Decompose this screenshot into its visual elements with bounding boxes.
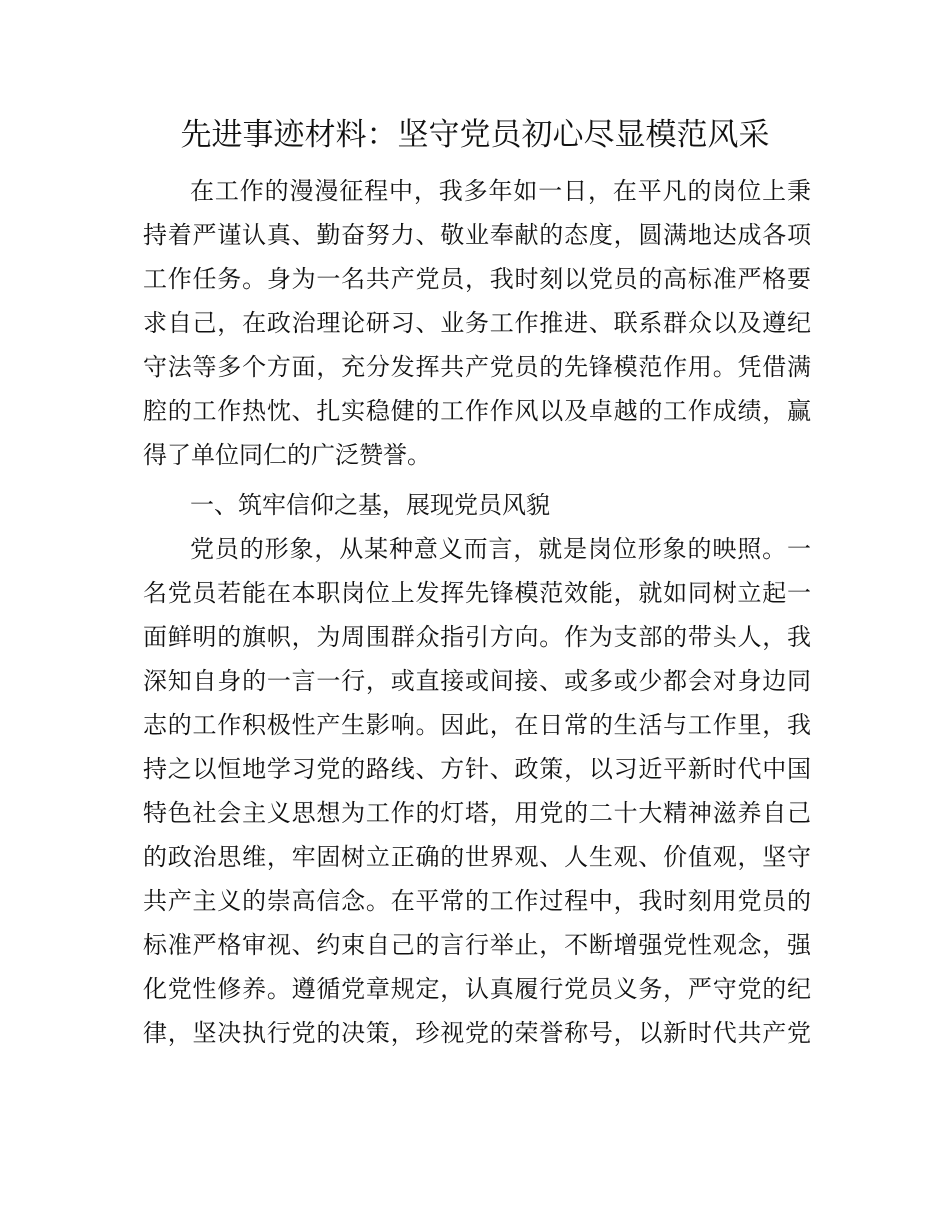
text-line: 特色社会主义思想为工作的灯塔，用党的二十大精神滋养自己: [143, 799, 811, 827]
section-heading-text: 一、筑牢信仰之基，展现党员风貌: [190, 491, 550, 519]
paragraph-2: [143, 527, 811, 1055]
text-line: 面鲜明的旗帜，为周围群众指引方向。作为支部的带头人，我: [143, 623, 811, 651]
text-line: 的政治思维，牢固树立正确的世界观、人生观、价值观，坚守: [143, 843, 811, 871]
document-title: 先进事迹材料：坚守党员初心尽显模范风采: [180, 117, 770, 153]
section-heading: [143, 483, 811, 527]
text-line: 标准严格审视、约束自己的言行举止，不断增强党性观念，强: [143, 931, 811, 959]
text-line: 共产主义的崇高信念。在平常的工作过程中，我时刻用党员的: [143, 887, 811, 915]
text-line: 持着严谨认真、勤奋努力、敬业奉献的态度，圆满地达成各项: [143, 221, 811, 249]
text-line: 在工作的漫漫征程中，我多年如一日，在平凡的岗位上秉: [190, 177, 811, 205]
text-line: 志的工作积极性产生影响。因此，在日常的生活与工作里，我: [143, 711, 811, 739]
text-line: 律，坚决执行党的决策，珍视党的荣誉称号，以新时代共产党: [143, 1019, 811, 1047]
text-line: 名党员若能在本职岗位上发挥先锋模范效能，就如同树立起一: [143, 579, 811, 607]
text-line: 党员的形象，从某种意义而言，就是岗位形象的映照。一: [190, 535, 811, 563]
text-line: 工作任务。身为一名共产党员，我时刻以党员的高标准严格要: [143, 265, 811, 293]
paragraph-1: [143, 169, 811, 477]
text-line: 深知自身的一言一行，或直接或间接、或多或少都会对身边同: [143, 667, 811, 695]
text-line: 求自己，在政治理论研习、业务工作推进、联系群众以及遵纪: [143, 309, 811, 337]
text-line: 化党性修养。遵循党章规定，认真履行党员义务，严守党的纪: [143, 975, 811, 1003]
text-line: 腔的工作热忱、扎实稳健的工作作风以及卓越的工作成绩，赢: [143, 397, 811, 425]
text-line: 守法等多个方面，充分发挥共产党员的先锋模范作用。凭借满: [143, 353, 811, 381]
text-line: 得了单位同仁的广泛赞誉。: [143, 441, 431, 469]
text-line: 持之以恒地学习党的路线、方针、政策，以习近平新时代中国: [143, 755, 811, 783]
